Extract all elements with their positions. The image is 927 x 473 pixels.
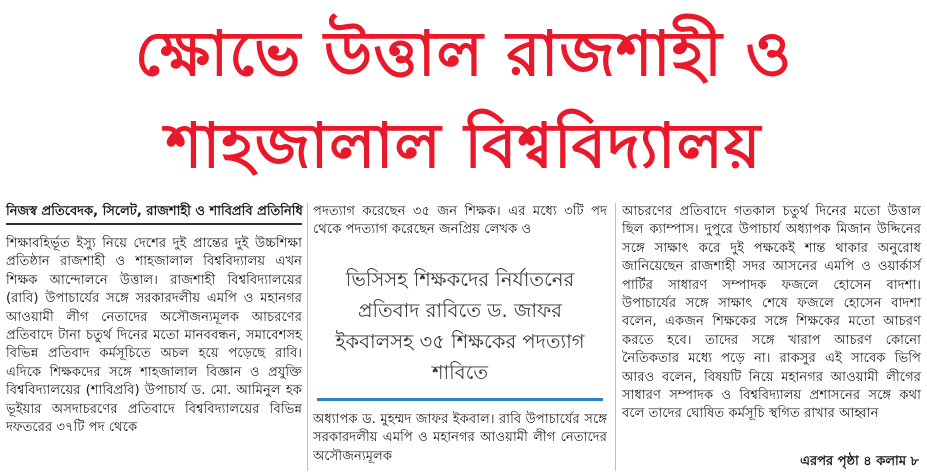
column-divider — [615, 203, 616, 471]
column-1-text: শিক্ষাবহির্ভূত ইস্যু নিয়ে দেশের দুই প্রান্তের দুই উচ্চশিক্ষা প্রতিষ্ঠান রাজশাহী ও শাহজালাল বিশ্ববিদ্যালয় এখন শিক্ষক আন্দোলনে উত্তাল। রাজশাহী বিশ্ববিদ্যালয়ের (রাবি) উপাচার্যের সঙ্গে সরকারদলীয় এমপি ও মহানগর আওয়ামী লীগ নেতাদের অসৌজন্যমূলক আচরণের প্রতিবাদে টানা চতুর্থ দিনের মতো মানববন্ধন, সমাবেশসহ বিভিন্ন প্রতিবাদ কর্মসূচিতে অচল হয়ে পড়েছে রাবি। এদিকে শিক্ষকদের সঙ্গে শাহজালাল বিজ্ঞান ও প্রযুক্তি বিশ্ববিদ্যালয়ের (শাবিপ্রবি) উপাচার্য ড. মো. আমিনুল হক ভূইয়ার অসদাচরণের প্রতিবাদে বিশ্ববিদ্যালয়ের বিভিন্ন দফতরের ৩৭টি পদ থেকে — [6, 236, 302, 436]
column-2-upper-text: পদত্যাগ করেছেন ৩৫ জন শিক্ষক। এর মধ্যে ৩টি পদ থেকে পদত্যাগ করেছেন জনপ্রিয় লেখক ও — [313, 204, 607, 238]
article-column-2 — [313, 203, 607, 466]
byline: নিজস্ব প্রতিবেদক, সিলেট, রাজশাহী ও শাবিপ্রবি প্রতিনিধি — [6, 203, 302, 225]
headline-line-1: ক্ষোভে উত্তাল রাজশাহী ও — [134, 17, 793, 90]
pull-quote: ভিসিসহ শিক্ষকদের নির্যাতনের প্রতিবাদ রাবিতে ড. জাফর ইকবালসহ ৩৫ শিক্ষকের পদত্যাগ শাবিতে — [317, 256, 603, 401]
column-3-text: আচরণের প্রতিবাদে গতকাল চতুর্থ দিনের মতো উত্তাল ছিল ক্যাম্পাস। দুপুরে উপাচার্য অধ্যাপক মিজান উদ্দিনের সঙ্গে সাক্ষাৎ করে দুই পক্ষকেই শান্ত থাকার অনুরোধ জানিয়েছেন রাজশাহী সদর আসনের এমপি ও ওয়ার্কার্স পার্টির সাধারণ সম্পাদক ফজলে হোসেন বাদশা। উপাচার্যের সঙ্গে সাক্ষাৎ শেষে ফজলে হোসেন বাদশা বলেন, একজন শিক্ষকের সঙ্গে শিক্ষকের মতো আচরণ করতে হবে। তাদের সঙ্গে খারাপ আচরণ কোনো নৈতিকতার মধ্যে পড়ে না। রাকসুর এই সাবেক ভিপি আরও বলেন, বিষয়টি নিয়ে মহানগর আওয়ামী লীগের সাধারণ সম্পাদক ও বিশ্ববিদ্যালয় প্রশাসনের সঙ্গে কথা বলে তাদের ঘোষিত কর্মসূচি স্থগিত রাখার আহ্বান — [622, 204, 921, 422]
headline-line-2: শাহজালাল বিশ্ববিদ্যালয় — [165, 109, 762, 182]
article-column-1 — [6, 203, 302, 437]
article-column-3 — [622, 203, 921, 424]
column-divider — [307, 203, 308, 471]
continuation-note: এরপর পৃষ্ঠা ৪ কলাম ৮ — [790, 452, 919, 473]
column-2-lower-text: অধ্যাপক ড. মুহম্মদ জাফর ইকবাল। রাবি উপাচার্যের সঙ্গে সরকারদলীয় এমপি ও মহানগর আওয়ামী লীগ নেতাদের অসৌজন্যমূলক — [313, 411, 607, 464]
